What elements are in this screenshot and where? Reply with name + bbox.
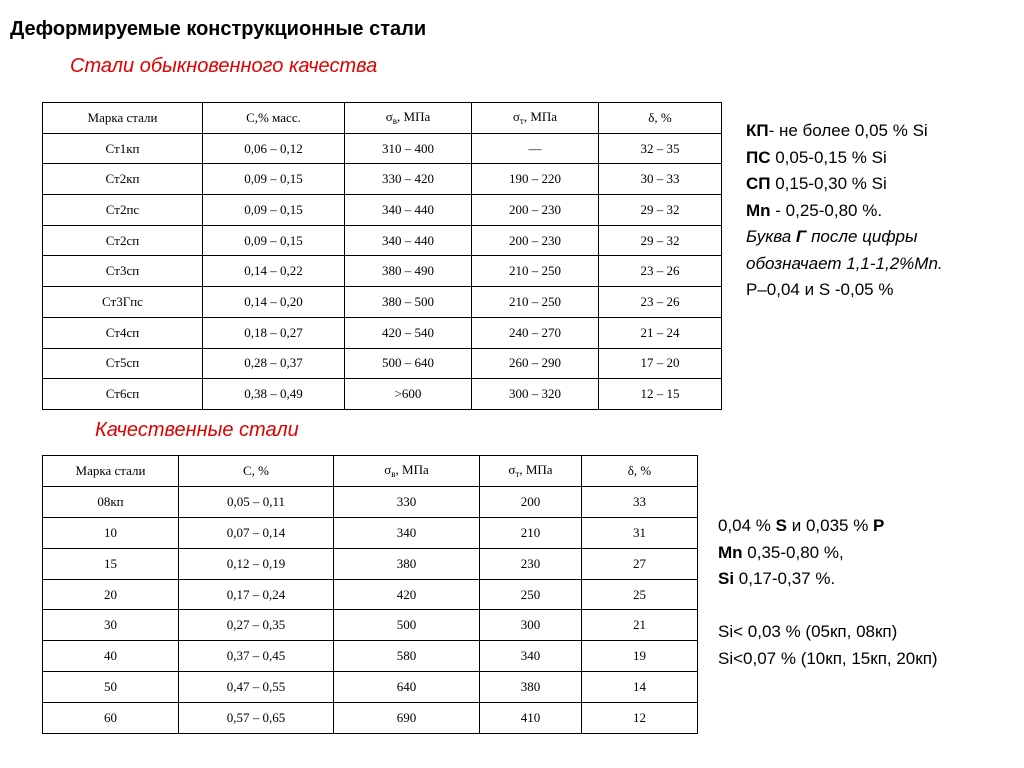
column-header	[582, 456, 698, 487]
table-row	[43, 195, 722, 226]
table-row	[43, 317, 722, 348]
table-cell: 60	[43, 703, 179, 734]
table-cell: 29 – 32	[599, 225, 722, 256]
section-title-ordinary-steels: Стали обыкновенного качества	[70, 55, 378, 77]
column-header	[599, 103, 722, 134]
header-text: σ	[512, 109, 520, 125]
table-cell: 200 – 230	[472, 225, 599, 256]
column-header	[179, 456, 334, 487]
table-cell: 0,09 – 0,15	[203, 225, 345, 256]
header-subscript: в	[391, 469, 396, 480]
table-cell: 30 – 33	[599, 164, 722, 195]
table-cell: 300 – 320	[472, 379, 599, 410]
table-cell: 23 – 26	[599, 256, 722, 287]
header-text: С, %	[243, 462, 269, 478]
table-cell: >600	[345, 379, 472, 410]
note-line	[746, 224, 943, 251]
table-cell: 410	[480, 703, 582, 734]
table-cell: 32 – 35	[599, 133, 722, 164]
table-row	[43, 641, 698, 672]
table-cell: 0,05 – 0,11	[179, 486, 334, 517]
column-header	[345, 103, 472, 134]
table-row	[43, 225, 722, 256]
header-text: Марка стали	[87, 109, 158, 125]
header-text: σ	[384, 462, 392, 478]
table-cell: 15	[43, 548, 179, 579]
table-row	[43, 672, 698, 703]
table-cell: 420	[334, 579, 480, 610]
quality-steels-table	[42, 455, 698, 734]
table-cell: 340	[480, 641, 582, 672]
table-cell: 240 – 270	[472, 317, 599, 348]
table-cell: 500 – 640	[345, 348, 472, 379]
table-cell: 380 – 500	[345, 287, 472, 318]
header-text: δ, %	[627, 462, 652, 478]
header-suffix: , МПа	[395, 462, 429, 478]
table-cell: 0,27 – 0,35	[179, 610, 334, 641]
table-header-row	[43, 103, 722, 134]
table-row	[43, 579, 698, 610]
table-cell: 0,38 – 0,49	[203, 379, 345, 410]
table-cell: 0,17 – 0,24	[179, 579, 334, 610]
table-row	[43, 486, 698, 517]
table-cell: 300	[480, 610, 582, 641]
table-cell: Ст4сп	[43, 317, 203, 348]
table-cell: 640	[334, 672, 480, 703]
table-cell: 210	[480, 517, 582, 548]
table-cell: Ст6сп	[43, 379, 203, 410]
table-cell: 0,14 – 0,22	[203, 256, 345, 287]
header-text: Марка стали	[75, 462, 146, 478]
note-text: Si<0,07 % (10кп, 15кп, 20кп)	[718, 648, 938, 668]
page-title: Деформируемые конструкционные стали	[10, 18, 427, 40]
table-cell: 330	[334, 486, 480, 517]
note-line	[746, 251, 943, 278]
table-row	[43, 610, 698, 641]
note-text: ПС	[746, 147, 771, 167]
table-cell: 260 – 290	[472, 348, 599, 379]
table-cell: 0,37 – 0,45	[179, 641, 334, 672]
table-cell: 08кп	[43, 486, 179, 517]
table-cell: 25	[582, 579, 698, 610]
note-text: - не более 0,05 % Si	[768, 121, 928, 140]
header-subscript: т	[519, 116, 524, 127]
table-cell: 190 – 220	[472, 164, 599, 195]
note-line	[746, 171, 943, 198]
table-cell: 33	[582, 486, 698, 517]
table-cell: Ст3Гпс	[43, 287, 203, 318]
column-header	[43, 456, 179, 487]
header-text: С,% масс.	[246, 109, 301, 125]
header-suffix: , МПа	[523, 109, 558, 125]
table-cell: 580	[334, 641, 480, 672]
note-line	[718, 593, 938, 620]
note-text: Mn	[718, 542, 743, 562]
note-line	[718, 566, 938, 593]
table-row	[43, 164, 722, 195]
table-cell: 210 – 250	[472, 287, 599, 318]
table-cell: 340 – 440	[345, 225, 472, 256]
table-cell: 10	[43, 517, 179, 548]
table-cell: 0,09 – 0,15	[203, 164, 345, 195]
table-cell: 0,57 – 0,65	[179, 703, 334, 734]
note-text: после цифры	[806, 227, 918, 246]
note-text: - 0,25-0,80 %.	[770, 200, 883, 220]
note-line	[718, 619, 938, 646]
note-line	[746, 277, 943, 304]
note-text: P–0,04 и S -0,05 %	[746, 280, 894, 299]
table-cell: —	[472, 133, 599, 164]
note-line	[718, 540, 938, 567]
column-header	[203, 103, 345, 134]
table-cell: 23 – 26	[599, 287, 722, 318]
note-text: СП	[746, 174, 771, 193]
table-cell: 380	[334, 548, 480, 579]
table-cell: Ст2сп	[43, 225, 203, 256]
table-cell: 500	[334, 610, 480, 641]
header-subscript: т	[515, 469, 520, 480]
table-cell: 0,07 – 0,14	[179, 517, 334, 548]
table-cell: 27	[582, 548, 698, 579]
table-cell: 0,06 – 0,12	[203, 133, 345, 164]
column-header	[43, 103, 203, 134]
table-cell: 50	[43, 672, 179, 703]
table-cell: 340 – 440	[345, 195, 472, 226]
table-cell: 330 – 420	[345, 164, 472, 195]
note-text: обозначает 1,1-1,2%Mn.	[746, 253, 943, 273]
note-text: 0,05-0,15 % Si	[770, 147, 887, 167]
table-cell: 230	[480, 548, 582, 579]
note-text: 0,15-0,30 % Si	[770, 174, 887, 193]
note-text: 0,04 %	[718, 516, 776, 535]
note-text: S	[775, 516, 787, 535]
table-row	[43, 256, 722, 287]
table-row	[43, 348, 722, 379]
table-cell: 20	[43, 579, 179, 610]
header-text: σ	[385, 109, 393, 125]
note-text: Si< 0,03 % (05кп, 08кп)	[718, 622, 898, 641]
table-cell: 21	[582, 610, 698, 641]
table-cell: 31	[582, 517, 698, 548]
header-suffix: , МПа	[519, 462, 553, 478]
table-cell: 0,18 – 0,27	[203, 317, 345, 348]
table-row	[43, 548, 698, 579]
note-text: 0,17-0,37 %.	[734, 569, 836, 588]
table-cell: 12	[582, 703, 698, 734]
table-row	[43, 517, 698, 548]
note-text: Буква	[746, 227, 796, 246]
table-cell: 420 – 540	[345, 317, 472, 348]
table-cell: 200 – 230	[472, 195, 599, 226]
table-cell: 17 – 20	[599, 348, 722, 379]
note-text: Mn	[746, 200, 771, 220]
column-header	[480, 456, 582, 487]
note-text: 0,35-0,80 %,	[742, 542, 844, 562]
note-text: КП	[746, 121, 769, 140]
table-cell: Ст1кп	[43, 133, 203, 164]
table-cell: 21 – 24	[599, 317, 722, 348]
note-line	[746, 118, 943, 145]
table-row	[43, 287, 722, 318]
table-cell: 0,14 – 0,20	[203, 287, 345, 318]
table-row	[43, 379, 722, 410]
table-cell: Ст2кп	[43, 164, 203, 195]
header-suffix: , МПа	[397, 109, 431, 125]
table-cell: 0,09 – 0,15	[203, 195, 345, 226]
note-line	[746, 198, 943, 225]
table-cell: 200	[480, 486, 582, 517]
table-cell: 310 – 400	[345, 133, 472, 164]
table-cell: 380 – 490	[345, 256, 472, 287]
section-title-quality-steels: Качественные стали	[95, 419, 299, 441]
table-cell: 0,12 – 0,19	[179, 548, 334, 579]
table-cell: Ст2пс	[43, 195, 203, 226]
quality-steels-notes	[718, 513, 938, 672]
table-cell: 12 – 15	[599, 379, 722, 410]
table-cell: 29 – 32	[599, 195, 722, 226]
table-cell: 14	[582, 672, 698, 703]
table-cell: 30	[43, 610, 179, 641]
note-line	[746, 145, 943, 172]
ordinary-steels-table	[42, 102, 722, 410]
table-cell: 380	[480, 672, 582, 703]
column-header	[472, 103, 599, 134]
note-text: Г	[795, 227, 807, 246]
table-header-row	[43, 456, 698, 487]
note-text: и 0,035 %	[787, 516, 874, 535]
table-row	[43, 703, 698, 734]
table-cell: 40	[43, 641, 179, 672]
note-text: Si	[718, 569, 735, 588]
table-cell: Ст3сп	[43, 256, 203, 287]
table-cell: 340	[334, 517, 480, 548]
table-cell: 0,47 – 0,55	[179, 672, 334, 703]
table-cell: Ст5сп	[43, 348, 203, 379]
note-text: P	[873, 516, 885, 535]
header-text: σ	[508, 462, 516, 478]
table-cell: 250	[480, 579, 582, 610]
note-line	[718, 513, 938, 540]
table-row	[43, 133, 722, 164]
table-cell: 690	[334, 703, 480, 734]
table-cell: 19	[582, 641, 698, 672]
ordinary-steels-notes	[746, 118, 943, 304]
note-line	[718, 646, 938, 673]
table-cell: 210 – 250	[472, 256, 599, 287]
header-text: δ, %	[648, 109, 672, 125]
column-header	[334, 456, 480, 487]
header-subscript: в	[392, 116, 398, 127]
table-cell: 0,28 – 0,37	[203, 348, 345, 379]
